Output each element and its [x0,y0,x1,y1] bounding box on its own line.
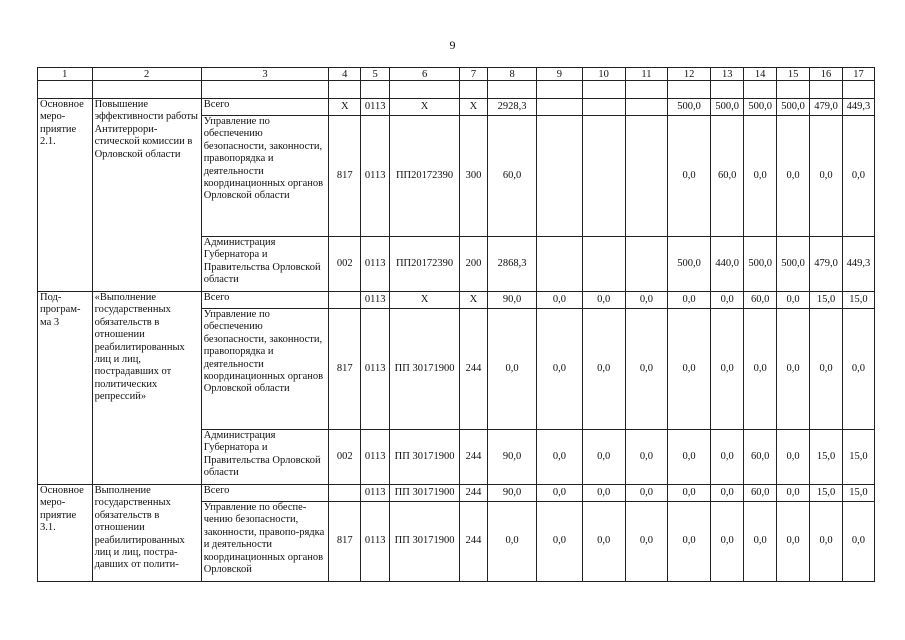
column-number: 11 [625,68,667,81]
value-cell-col-16: 15,0 [810,485,843,502]
value-cell-col-10: 0,0 [582,430,625,485]
program-name-cell: Выполнение государственных обязательств в отношении реабилитированных лиц и лиц, постра-давших от полити- [92,485,201,582]
value-cell-col-15: 0,0 [777,430,810,485]
value-cell-col-10: 0,0 [582,485,625,502]
column-number: 6 [390,68,460,81]
agency-cell: Управление по обеспе-чению безопасности, законности, правопо-рядка и деятельности координационных органов Орловской [201,502,329,582]
value-cell-col-11: 0,0 [625,502,667,582]
value-cell-col-5: 0113 [361,99,390,116]
column-number: 2 [92,68,201,81]
program-code-cell: Под-програм-ма 3 [38,292,93,485]
value-cell-col-8: 2928,3 [487,99,536,116]
value-cell-col-17: 449,3 [842,237,874,292]
empty-cell [711,81,744,99]
value-cell-col-12: 0,0 [668,309,711,430]
value-cell-col-10 [582,237,625,292]
value-cell-col-12: 0,0 [668,116,711,237]
value-cell-col-10: 0,0 [582,502,625,582]
budget-table [37,67,875,582]
value-cell-col-13: 0,0 [711,292,744,309]
value-cell-col-16: 0,0 [810,502,843,582]
value-cell-col-14: 60,0 [744,430,777,485]
value-cell-col-12: 0,0 [668,430,711,485]
value-cell-col-17: 0,0 [842,116,874,237]
column-number: 8 [487,68,536,81]
value-cell-col-15: 500,0 [777,99,810,116]
value-cell-col-14: 500,0 [744,99,777,116]
value-cell-col-12: 0,0 [668,485,711,502]
value-cell-col-7: Х [460,99,488,116]
value-cell-col-14: 0,0 [744,116,777,237]
column-number: 5 [361,68,390,81]
value-cell-col-5: 0113 [361,116,390,237]
agency-cell: Администрация Губернатора и Правительства Орловской области [201,237,329,292]
value-cell-col-13: 0,0 [711,309,744,430]
value-cell-col-13: 0,0 [711,430,744,485]
value-cell-col-8: 90,0 [487,485,536,502]
value-cell-col-14: 500,0 [744,237,777,292]
program-code-cell: Основное меро-приятие 3.1. [38,485,93,582]
value-cell-col-13: 440,0 [711,237,744,292]
value-cell-col-9: 0,0 [537,309,582,430]
agency-cell: Управление по обеспечению безопасности, законности, правопорядка и деятельности координационных органов Орловской области [201,116,329,237]
value-cell-col-16: 479,0 [810,99,843,116]
value-cell-col-5: 0113 [361,502,390,582]
total-row [38,485,875,502]
value-cell-col-8: 60,0 [487,116,536,237]
value-cell-col-8: 0,0 [487,309,536,430]
page-number: 9 [449,38,456,52]
value-cell-col-17: 15,0 [842,292,874,309]
value-cell-col-6: ПП20172390 [390,237,460,292]
empty-cell [668,81,711,99]
value-cell-col-16: 0,0 [810,116,843,237]
value-cell-col-6: ПП 30171900 [390,430,460,485]
empty-cell [537,81,582,99]
value-cell-col-14: 60,0 [744,485,777,502]
value-cell-col-13: 60,0 [711,116,744,237]
empty-cell [842,81,874,99]
value-cell-col-13: 0,0 [711,485,744,502]
empty-cell [390,81,460,99]
value-cell-col-16: 0,0 [810,309,843,430]
value-cell-col-16: 15,0 [810,292,843,309]
value-cell-col-15: 500,0 [777,237,810,292]
value-cell-col-12: 0,0 [668,292,711,309]
value-cell-col-5: 0113 [361,237,390,292]
value-cell-col-4: 002 [329,237,361,292]
value-cell-col-7: 244 [460,430,488,485]
value-cell-col-14: 0,0 [744,309,777,430]
column-number: 7 [460,68,488,81]
value-cell-col-17: 449,3 [842,99,874,116]
value-cell-col-4 [329,292,361,309]
value-cell-col-7: Х [460,292,488,309]
column-number: 4 [329,68,361,81]
value-cell-col-6: ПП 30171900 [390,309,460,430]
value-cell-col-11: 0,0 [625,292,667,309]
value-cell-col-12: 500,0 [668,237,711,292]
empty-cell [460,81,488,99]
value-cell-col-9 [537,237,582,292]
value-cell-col-9: 0,0 [537,485,582,502]
column-number: 1 [38,68,93,81]
total-row [38,292,875,309]
value-cell-col-11 [625,237,667,292]
value-cell-col-4: 002 [329,430,361,485]
value-cell-col-7: 244 [460,502,488,582]
empty-cell [625,81,667,99]
value-cell-col-8: 2868,3 [487,237,536,292]
empty-cell [361,81,390,99]
value-cell-col-6: Х [390,99,460,116]
empty-cell [810,81,843,99]
column-number: 12 [668,68,711,81]
value-cell-col-11 [625,116,667,237]
column-number-row [38,68,875,81]
value-cell-col-17: 15,0 [842,485,874,502]
empty-cell [38,81,93,99]
value-cell-col-11: 0,0 [625,430,667,485]
value-cell-col-5: 0113 [361,309,390,430]
value-cell-col-15: 0,0 [777,502,810,582]
empty-cell [744,81,777,99]
value-cell-col-7: 300 [460,116,488,237]
column-number: 16 [810,68,843,81]
agency-cell: Всего [201,99,329,116]
value-cell-col-9 [537,116,582,237]
empty-cell [201,81,329,99]
value-cell-col-5: 0113 [361,292,390,309]
value-cell-col-10 [582,116,625,237]
value-cell-col-17: 0,0 [842,309,874,430]
value-cell-col-12: 0,0 [668,502,711,582]
value-cell-col-12: 500,0 [668,99,711,116]
value-cell-col-11: 0,0 [625,309,667,430]
empty-cell [92,81,201,99]
value-cell-col-4: 817 [329,309,361,430]
value-cell-col-7: 244 [460,309,488,430]
empty-cell [582,81,625,99]
agency-cell: Администрация Губернатора и Правительства Орловской области [201,430,329,485]
empty-cell [329,81,361,99]
empty-cell [777,81,810,99]
column-number: 13 [711,68,744,81]
value-cell-col-9 [537,99,582,116]
value-cell-col-6: ПП 30171900 [390,485,460,502]
agency-cell: Управление по обеспечению безопасности, законности, правопорядка и деятельности координационных органов Орловской области [201,309,329,430]
agency-cell: Всего [201,485,329,502]
value-cell-col-5: 0113 [361,430,390,485]
empty-cell [487,81,536,99]
value-cell-col-10: 0,0 [582,292,625,309]
value-cell-col-8: 90,0 [487,430,536,485]
value-cell-col-4: Х [329,99,361,116]
total-row [38,99,875,116]
value-cell-col-4: 817 [329,116,361,237]
value-cell-col-10 [582,99,625,116]
value-cell-col-16: 479,0 [810,237,843,292]
value-cell-col-15: 0,0 [777,116,810,237]
column-number: 10 [582,68,625,81]
value-cell-col-8: 90,0 [487,292,536,309]
value-cell-col-11: 0,0 [625,485,667,502]
value-cell-col-17: 15,0 [842,430,874,485]
value-cell-col-15: 0,0 [777,485,810,502]
program-name-cell: «Выполнение государственных обязательств в отношении реабилитированных лиц и лиц, пострадавших от политических репрессий» [92,292,201,485]
column-number: 9 [537,68,582,81]
column-number: 14 [744,68,777,81]
value-cell-col-6: ПП 30171900 [390,502,460,582]
value-cell-col-14: 0,0 [744,502,777,582]
value-cell-col-13: 500,0 [711,99,744,116]
agency-cell: Всего [201,292,329,309]
column-number: 3 [201,68,329,81]
value-cell-col-16: 15,0 [810,430,843,485]
program-code-cell: Основное меро-приятие 2.1. [38,99,93,292]
value-cell-col-5: 0113 [361,485,390,502]
column-number: 17 [842,68,874,81]
spacer-row [38,81,875,99]
value-cell-col-7: 244 [460,485,488,502]
value-cell-col-6: ПП20172390 [390,116,460,237]
value-cell-col-15: 0,0 [777,292,810,309]
program-name-cell: Повышение эффективности работы Антитеррори-стической комиссии в Орловской области [92,99,201,292]
value-cell-col-9: 0,0 [537,502,582,582]
value-cell-col-4 [329,485,361,502]
value-cell-col-4: 817 [329,502,361,582]
column-number: 15 [777,68,810,81]
value-cell-col-9: 0,0 [537,430,582,485]
value-cell-col-11 [625,99,667,116]
value-cell-col-6: Х [390,292,460,309]
value-cell-col-10: 0,0 [582,309,625,430]
value-cell-col-17: 0,0 [842,502,874,582]
value-cell-col-9: 0,0 [537,292,582,309]
value-cell-col-8: 0,0 [487,502,536,582]
value-cell-col-7: 200 [460,237,488,292]
value-cell-col-13: 0,0 [711,502,744,582]
value-cell-col-14: 60,0 [744,292,777,309]
value-cell-col-15: 0,0 [777,309,810,430]
